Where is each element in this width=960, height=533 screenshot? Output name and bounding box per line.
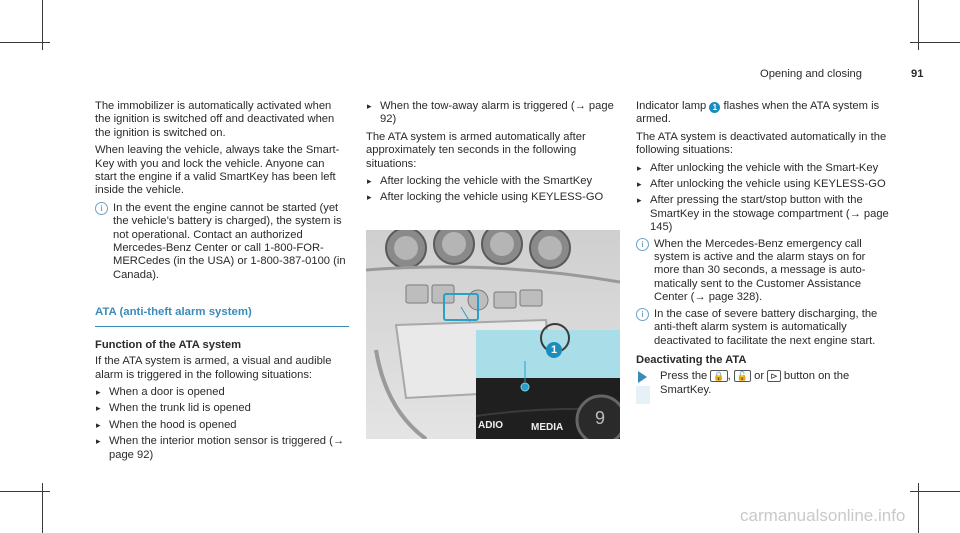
list-item: ▸ When the hood is opened xyxy=(95,419,349,432)
unlock-key-icon: 🔓 xyxy=(734,370,751,382)
watermark: carmanualsonline.info xyxy=(740,506,906,525)
text-span: flashes when the ATA system is armed. xyxy=(636,100,880,126)
note-text: When the Mercedes-Benz emergency call system is active and the alarm stays on for more than 30 seconds, a message is auto-matically sent to the Customer Assistance Center (→ page 328). xyxy=(654,237,866,304)
note xyxy=(636,308,890,348)
crop-mark xyxy=(910,42,960,43)
column-2 xyxy=(366,100,620,208)
text-span: button on the SmartKey. xyxy=(660,370,850,396)
text-span: or xyxy=(754,370,765,383)
list-item: ▸ When the tow-away alarm is triggered (→ page 92) xyxy=(366,100,620,127)
list-item: ▸ After unlocking the vehicle using KEYLESS-GO xyxy=(636,178,890,191)
column-1 xyxy=(95,100,349,465)
sub-heading: Deactivating the ATA xyxy=(636,353,747,366)
dashboard-figure xyxy=(366,230,620,439)
figure-label: ADIO xyxy=(478,420,503,431)
text-span: Press the xyxy=(660,370,708,383)
callout-marker: 1 xyxy=(546,342,562,358)
paragraph: The ATA system is armed automatically after approximately ten seconds in the following situations: xyxy=(366,130,586,170)
figure-label: 9 xyxy=(595,408,606,428)
section-title: ATA (anti-theft alarm system) xyxy=(95,306,349,326)
sub-heading: Function of the ATA system xyxy=(95,338,242,351)
list-item: ▸ After pressing the start/stop button with the SmartKey in the stowage compartment (→ page 145) xyxy=(636,194,890,234)
step-arrow-icon xyxy=(638,371,647,383)
list-item: ▸ After locking the vehicle with the SmartKey xyxy=(366,175,620,188)
text-span: , xyxy=(727,370,731,383)
crop-mark xyxy=(910,491,960,492)
list-item: ▸ After locking the vehicle using KEYLESS-GO xyxy=(366,191,620,204)
info-icon: i xyxy=(636,238,649,251)
note-text: In the event the engine cannot be started (yet the vehicle’s battery is charged), the system is not operational. Contact an authorized Mercedes-Benz Center or call 1-800-FOR-MERCedes (in the USA) or 1-800-387-0100 (in Canada). xyxy=(113,201,346,281)
crop-mark xyxy=(0,491,50,492)
running-header: Opening and closing xyxy=(760,68,863,80)
paragraph: The immobilizer is automatically activated when the ignition is switched off and deactivated when the ignition is switched on. xyxy=(95,100,335,139)
note-text: In the case of severe battery discharging, the anti-theft alarm system is automatically deactivated to facilitate the next engine start. xyxy=(654,307,878,347)
list-item: ▸ When the interior motion sensor is triggered (→ page 92) xyxy=(95,435,349,462)
paragraph: The ATA system is deactivated automatically in the following situations: xyxy=(636,130,887,157)
dashboard-illustration xyxy=(366,230,620,439)
info-icon: i xyxy=(95,202,108,215)
lock-key-icon: 🔒 xyxy=(710,370,727,382)
instruction-step xyxy=(636,370,890,400)
info-icon: i xyxy=(636,308,649,321)
text-span: Indicator lamp xyxy=(636,100,707,112)
step-bar xyxy=(636,386,650,404)
list-item: ▸ When the trunk lid is opened xyxy=(95,402,349,415)
paragraph: If the ATA system is armed, a visual and audible alarm is triggered in the following situations: xyxy=(95,355,332,381)
paragraph: When leaving the vehicle, always take the Smart-Key with you and lock the vehicle. Anyone can start the engine if a valid SmartKey has been left inside the vehicle. xyxy=(95,144,340,197)
callout-marker: 1 xyxy=(709,102,720,113)
note xyxy=(95,202,349,282)
note xyxy=(636,238,890,305)
trunk-key-icon: ⊳ xyxy=(767,370,781,382)
column-3 xyxy=(636,100,890,400)
page-number: 91 xyxy=(911,68,924,80)
paragraph xyxy=(636,100,890,127)
list-item: ▸ After unlocking the vehicle with the Smart-Key xyxy=(636,162,890,175)
list-item: ▸ When a door is opened xyxy=(95,386,349,399)
figure-label: MEDIA xyxy=(531,422,564,433)
crop-mark xyxy=(0,42,50,43)
